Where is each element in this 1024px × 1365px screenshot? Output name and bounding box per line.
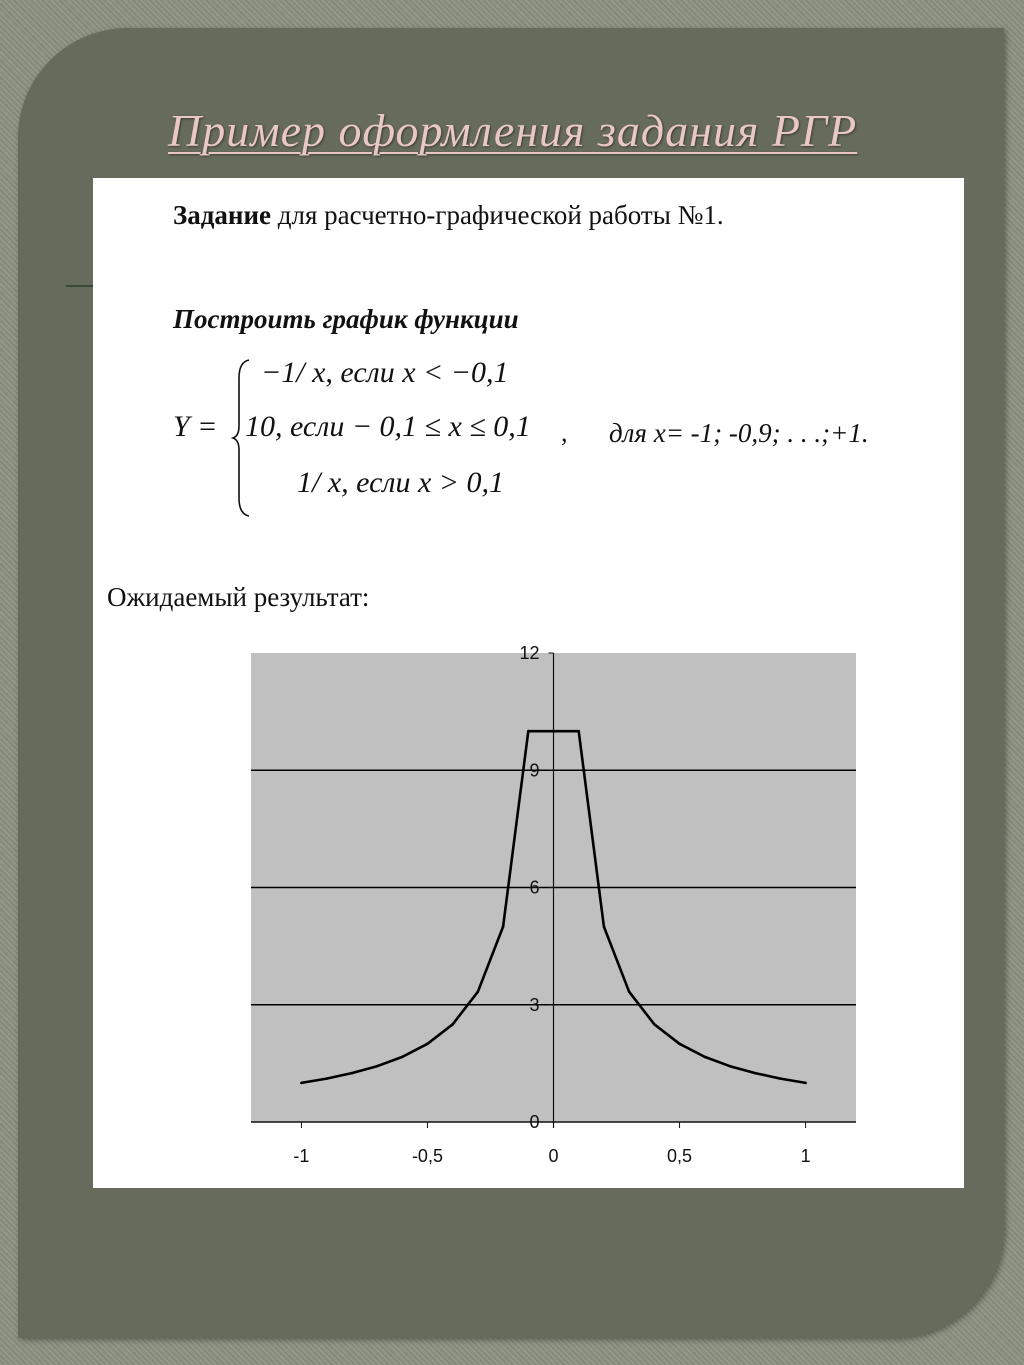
x-tick-label: -0,5 bbox=[411, 1146, 443, 1166]
formula-range: для x= -1; -0,9; . . .;+1. bbox=[609, 418, 869, 448]
data-point bbox=[451, 1023, 454, 1026]
data-point bbox=[754, 1072, 757, 1075]
y-tick-label: 9 bbox=[529, 760, 540, 781]
formula-case-1: −1/ x, если x < −0,1 bbox=[261, 356, 509, 389]
formula-case-2: 10, если − 0,1 ≤ x ≤ 0,1 bbox=[245, 410, 531, 443]
function-chart bbox=[233, 642, 883, 1182]
x-tick-label: 0 bbox=[548, 1146, 559, 1166]
x-tick-label: 0,5 bbox=[667, 1146, 693, 1166]
data-point bbox=[351, 1072, 354, 1075]
y-tick-label: 3 bbox=[529, 994, 540, 1015]
decorative-line bbox=[66, 285, 96, 287]
formula-comma: , bbox=[561, 418, 568, 447]
data-point bbox=[804, 1082, 807, 1085]
data-point bbox=[502, 925, 505, 928]
data-point bbox=[628, 990, 631, 993]
build-instruction: Построить график функции bbox=[173, 304, 519, 334]
data-point bbox=[401, 1056, 404, 1059]
piecewise-formula bbox=[173, 348, 953, 518]
data-point bbox=[729, 1065, 732, 1068]
data-point bbox=[779, 1077, 782, 1080]
expected-result-label: Ожидаемый результат: bbox=[107, 582, 370, 612]
data-point bbox=[477, 990, 480, 993]
document-image bbox=[93, 178, 964, 1188]
data-point bbox=[376, 1065, 379, 1068]
data-point bbox=[577, 730, 580, 733]
y-tick-label: 6 bbox=[529, 877, 540, 898]
x-tick-label: 1 bbox=[800, 1146, 811, 1166]
formula-case-3: 1/ x, если x > 0,1 bbox=[297, 466, 505, 499]
y-tick-label: 0 bbox=[529, 1112, 540, 1132]
data-point bbox=[603, 925, 606, 928]
data-point bbox=[300, 1082, 303, 1085]
data-point bbox=[325, 1077, 328, 1080]
data-point bbox=[703, 1056, 706, 1059]
data-point bbox=[678, 1043, 681, 1046]
slide-title: Пример оформления задания РГР bbox=[168, 105, 858, 156]
task-heading bbox=[173, 200, 724, 231]
x-tick-label: -1 bbox=[293, 1146, 310, 1166]
data-point bbox=[653, 1023, 656, 1026]
formula-lhs: Y = bbox=[173, 410, 218, 443]
task-heading-rest: для расчетно-графической работы №1. bbox=[271, 200, 724, 230]
data-point bbox=[552, 730, 555, 733]
y-tick-label: 12 bbox=[519, 643, 540, 663]
task-bold-word: Задание bbox=[173, 200, 272, 230]
data-point bbox=[426, 1043, 429, 1046]
data-point bbox=[527, 730, 530, 733]
